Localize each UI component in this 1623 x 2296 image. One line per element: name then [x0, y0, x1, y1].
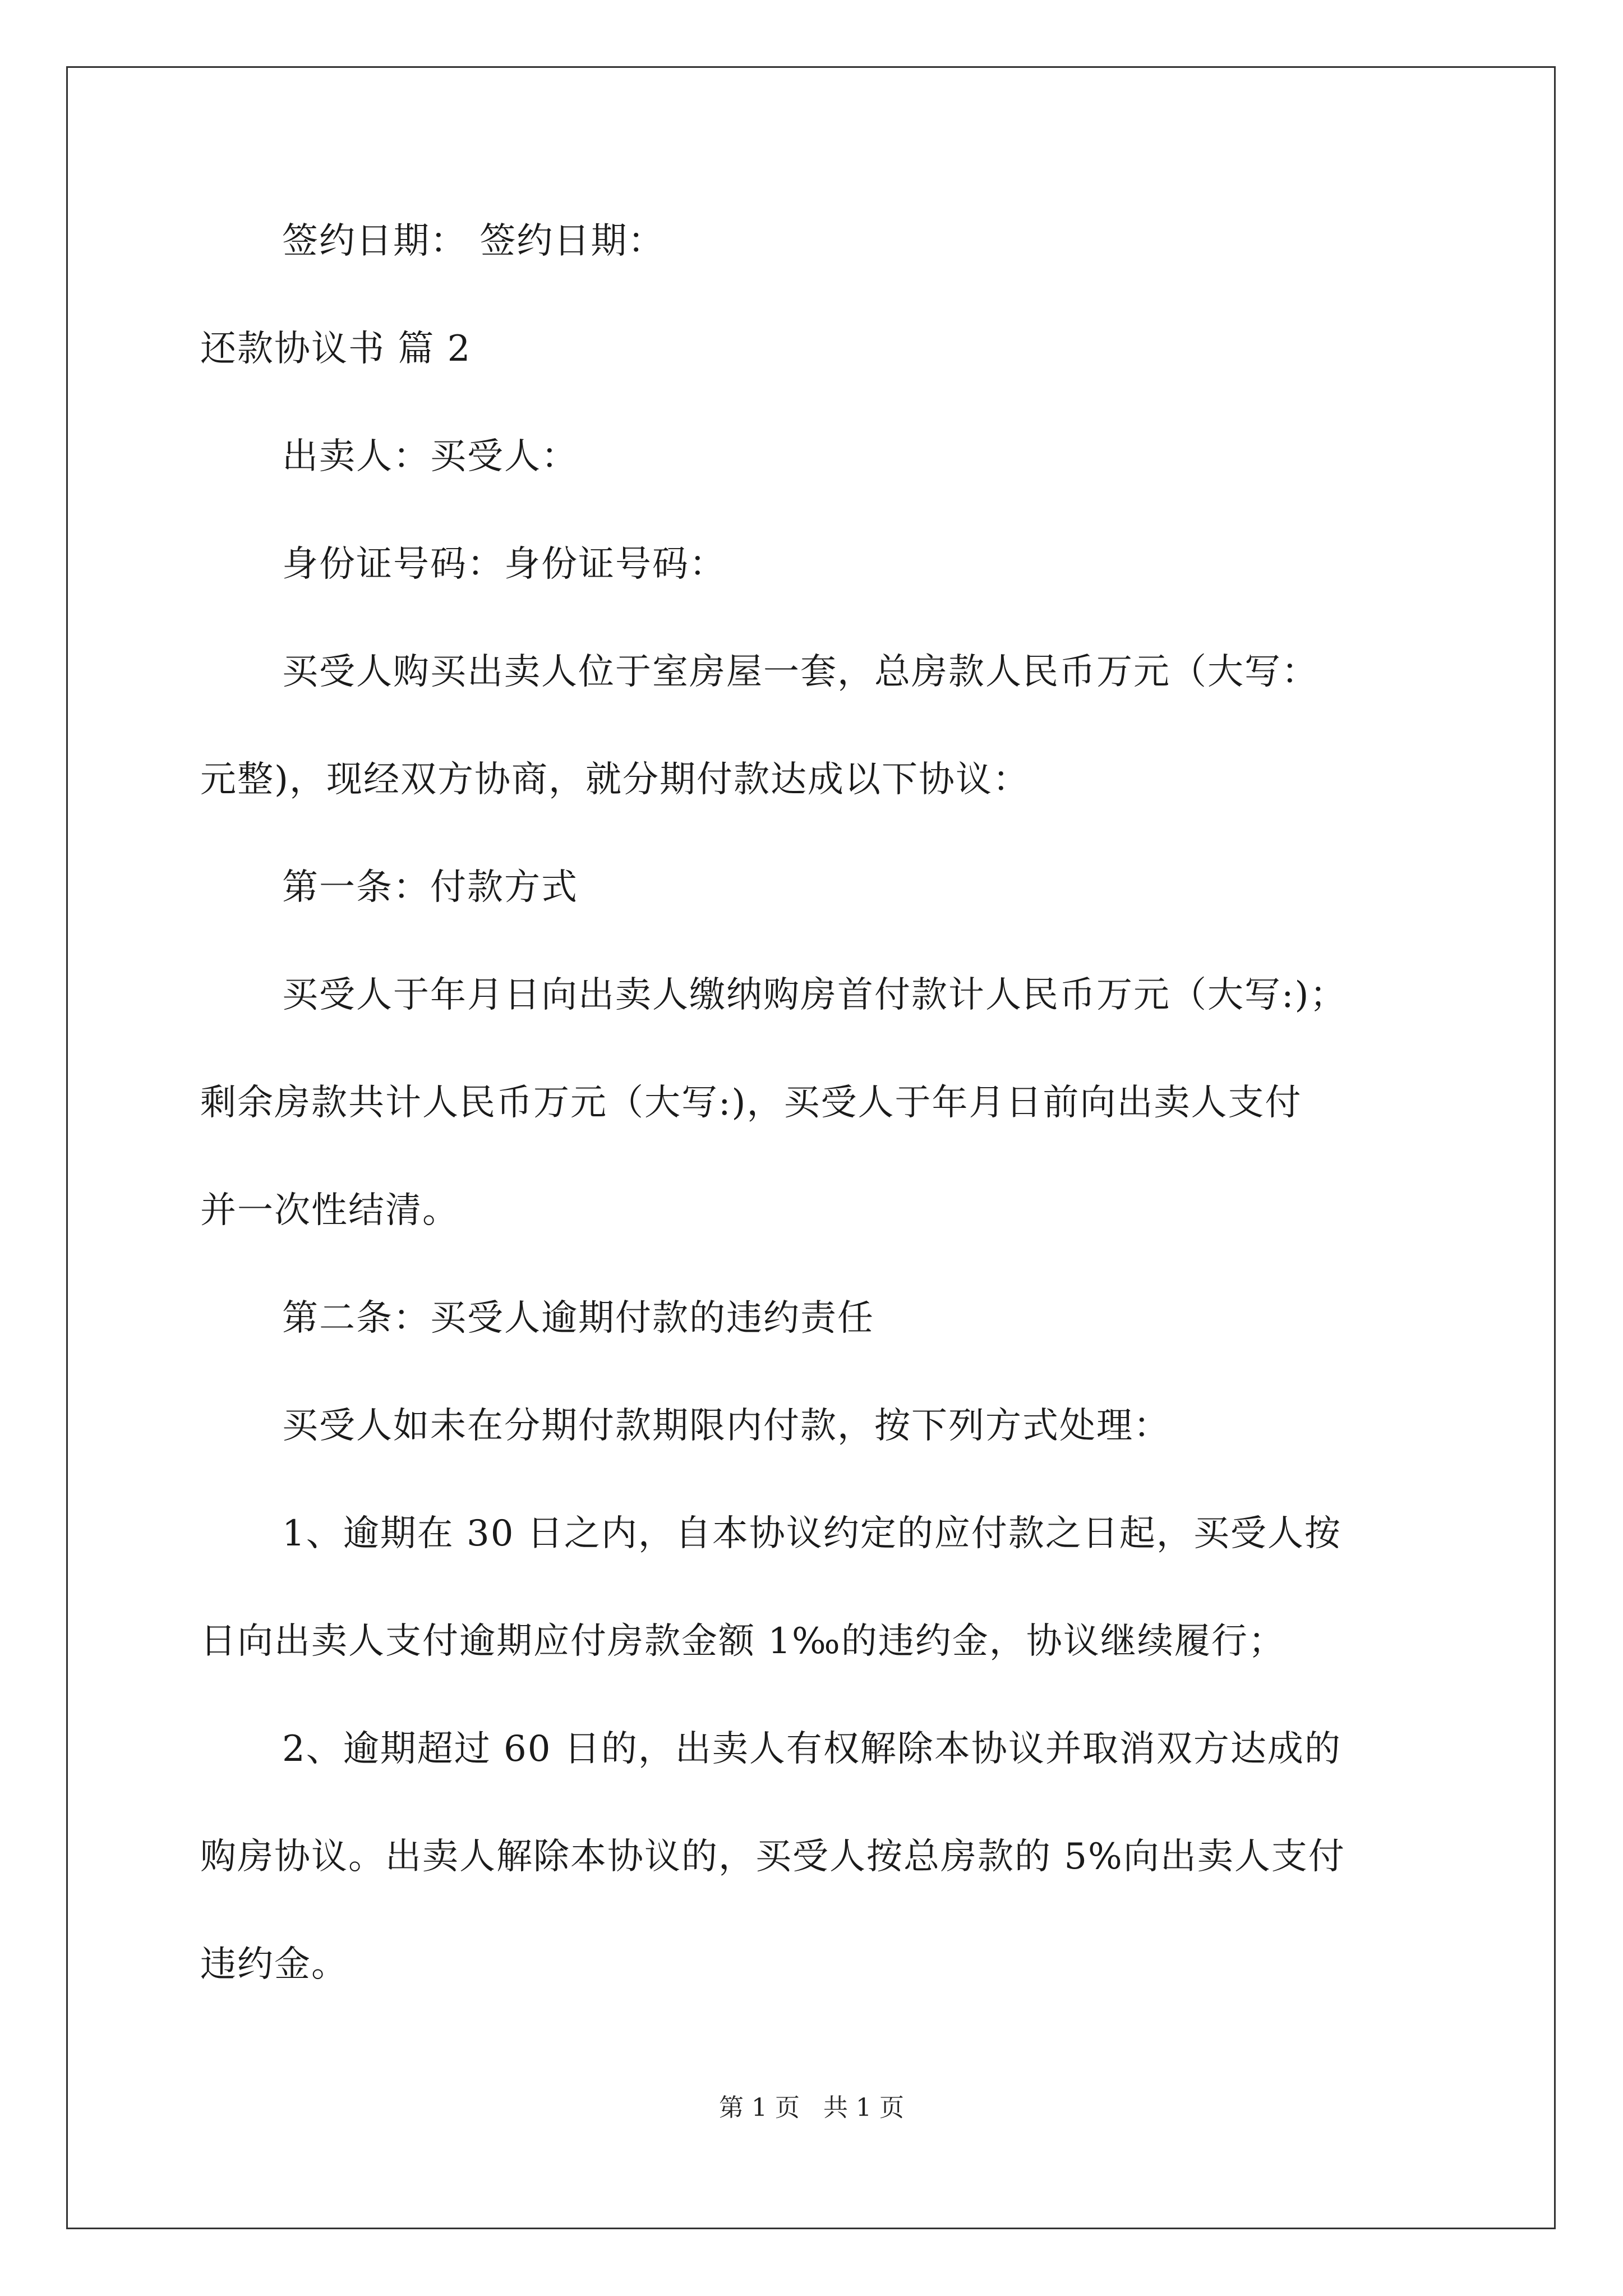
article-2-intro: 买受人如未在分期付款期限内付款，按下列方式处理： [282, 1405, 1170, 1447]
article-1-heading: 第一条：付款方式 [282, 867, 578, 908]
clause-2-line-2: 购房协议。出卖人解除本协议的，买受人按总房款的 5%向出卖人支付 [200, 1836, 1345, 1878]
paragraph-intro-line-2: 元整)，现经双方协商，就分期付款达成以下协议： [200, 759, 1030, 800]
parties-line: 出卖人：买受人： [282, 436, 578, 477]
section-title: 还款协议书 篇 2 [200, 328, 472, 370]
article-1-line-1: 买受人于年月日向出卖人缴纳购房首付款计人民币万元（大写:)； [282, 974, 1347, 1016]
clause-1-line-2: 日向出卖人支付逾期应付房款金额 1‰的违约金，协议继续履行； [200, 1621, 1285, 1662]
paragraph-intro-line-1: 买受人购买出卖人位于室房屋一套，总房款人民币万元（大写： [282, 651, 1318, 693]
clause-2-line-3: 违约金。 [200, 1944, 348, 1985]
page-footer: 第 1 页 共 1 页 [719, 2093, 904, 2122]
article-2-heading: 第二条：买受人逾期付款的违约责任 [282, 1297, 874, 1339]
id-number-line: 身份证号码：身份证号码： [282, 544, 726, 585]
clause-1-line-1: 1、逾期在 30 日之内，自本协议约定的应付款之日起，买受人按 [282, 1513, 1341, 1554]
article-1-line-2: 剩余房款共计人民币万元（大写:)，买受人于年月日前向出卖人支付 [200, 1082, 1302, 1124]
page-border [66, 66, 1556, 2229]
article-1-line-3: 并一次性结清。 [200, 1190, 459, 1231]
clause-2-line-1: 2、逾期超过 60 日的，出卖人有权解除本协议并取消双方达成的 [282, 1728, 1341, 1770]
signing-date-line: 签约日期： 签约日期： [282, 220, 665, 262]
